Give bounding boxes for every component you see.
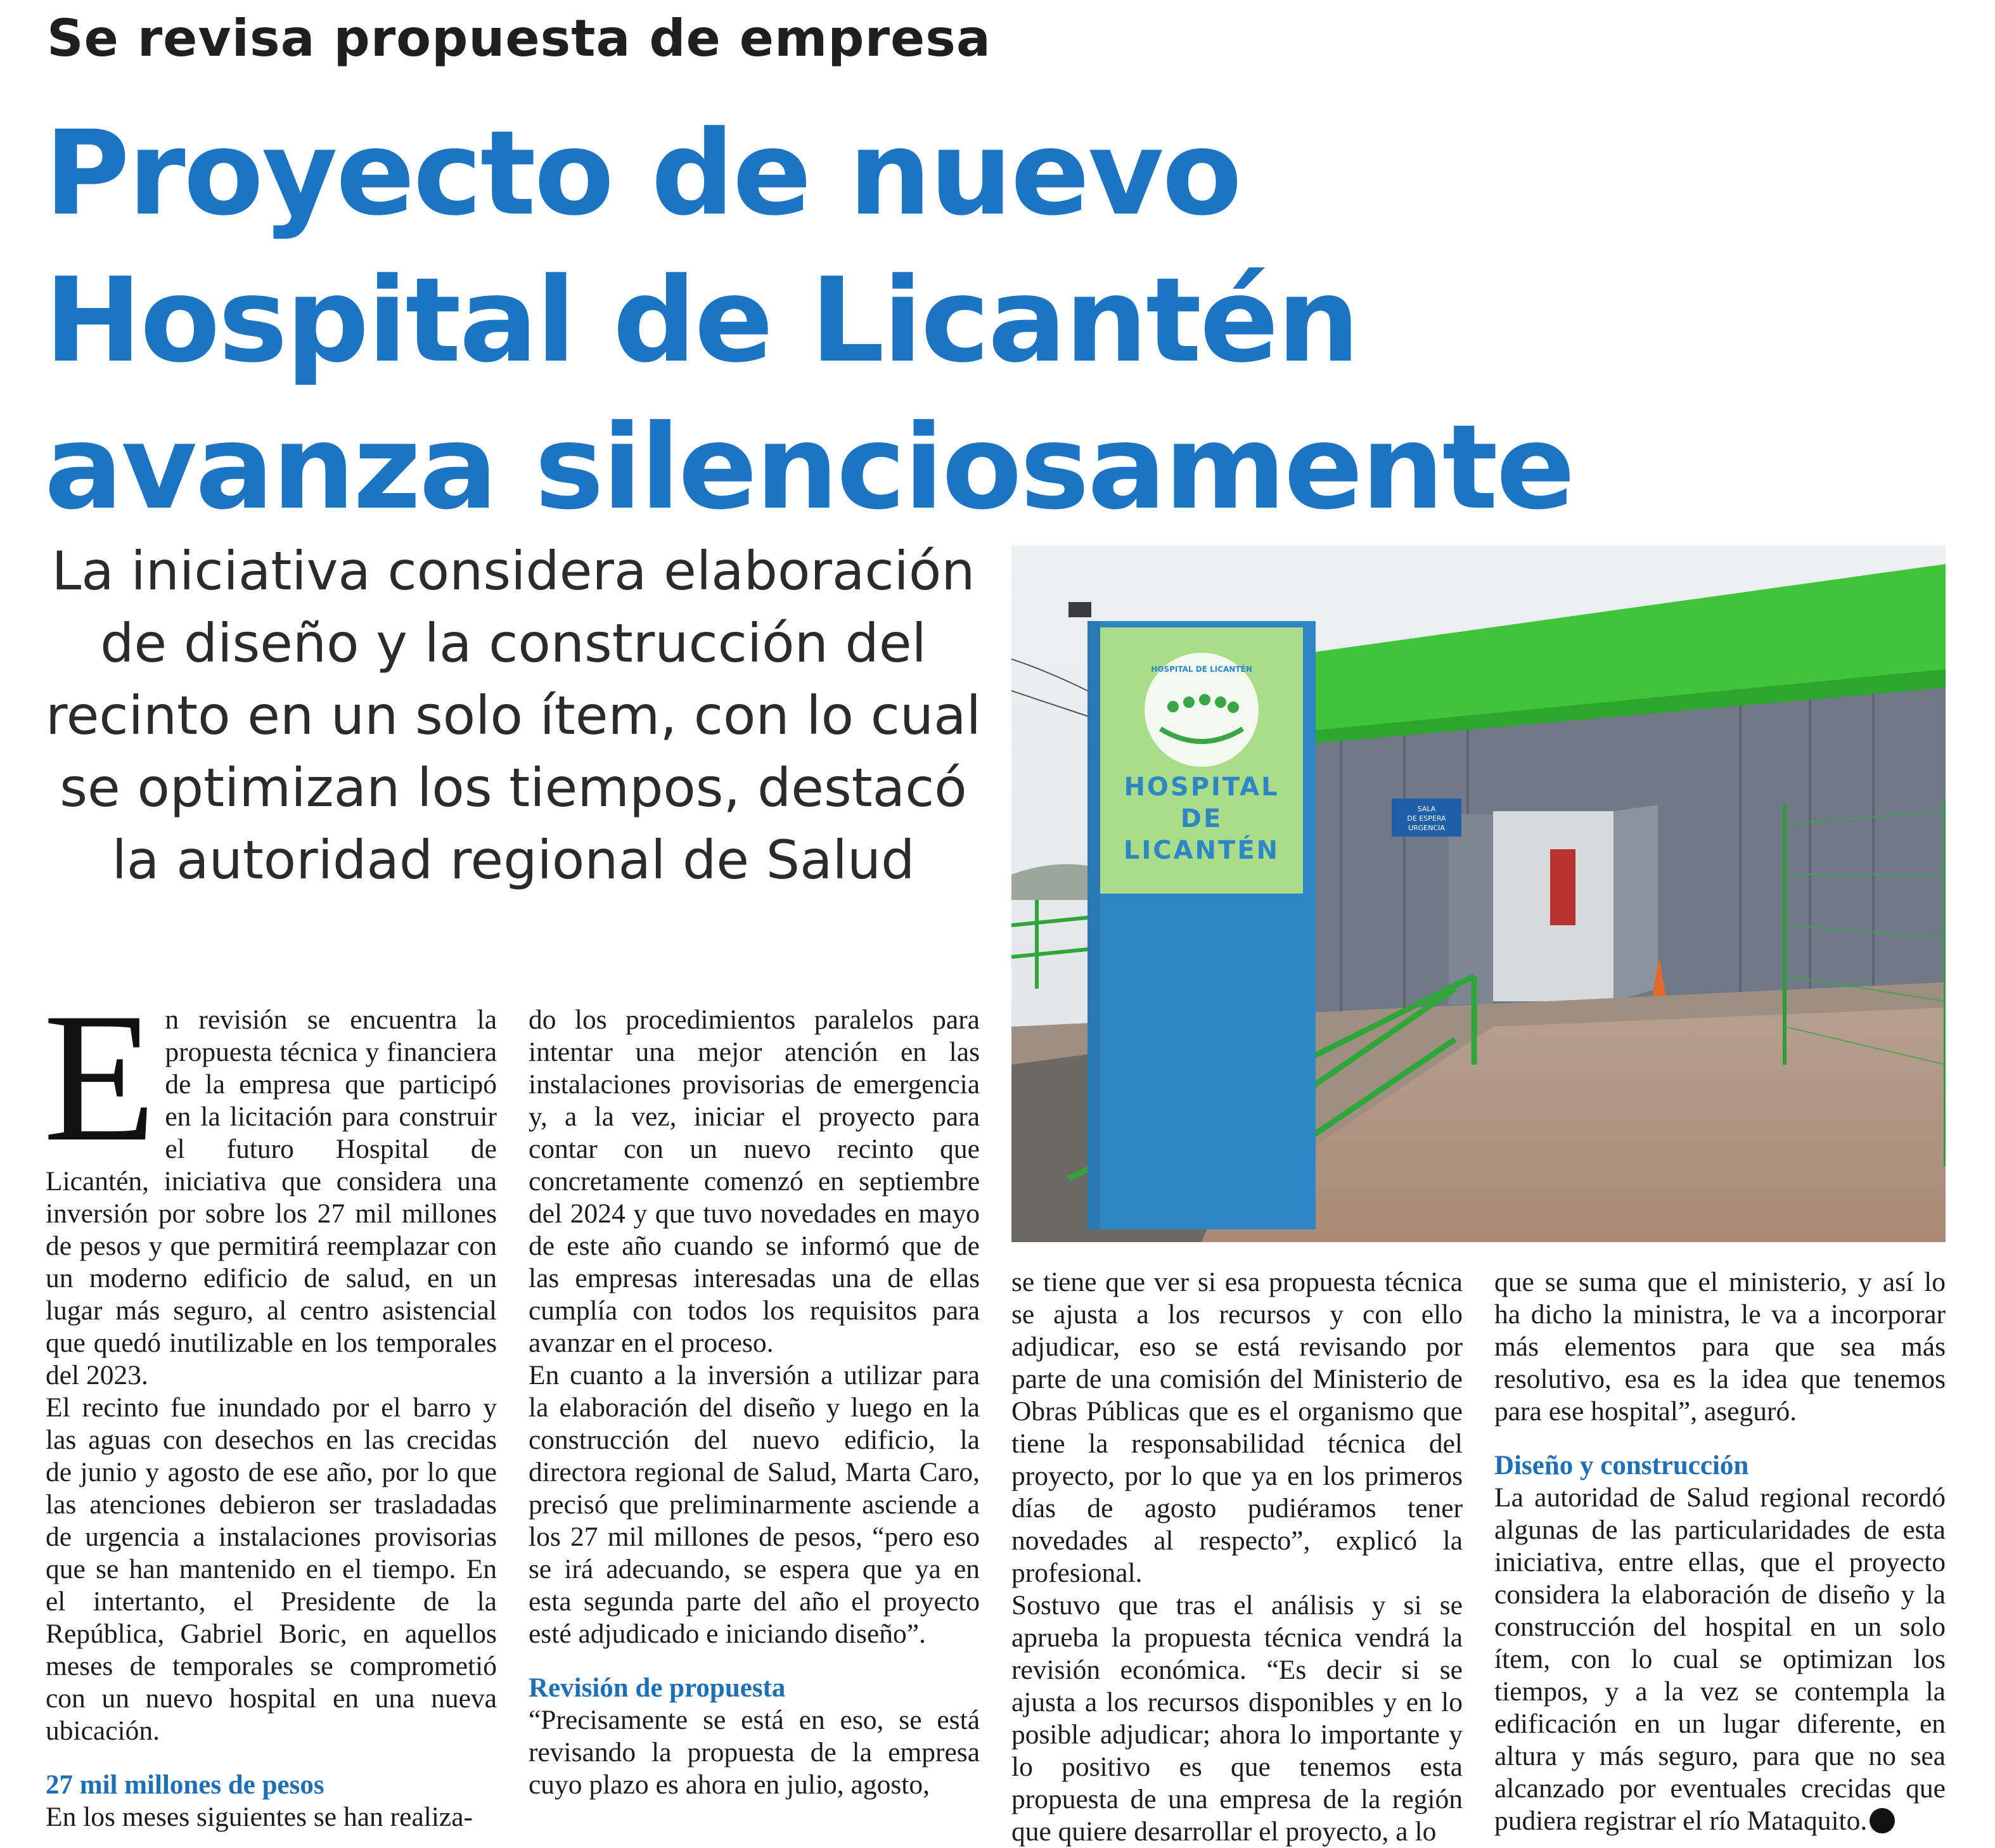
headline-line-2: Hospital de Licantén (44, 253, 1358, 388)
door-sign-line-1: SALA (1417, 805, 1436, 813)
deck (25, 535, 1001, 896)
door-sign-line-2: DE ESPERA (1407, 814, 1446, 823)
col2-paragraph-1: do los procedimientos paralelos para intentar una mejor atención en las instalaciones provisorias de emergencia y, a la vez, iniciar el proyecto para contar con un nuevo recinto que concretamente comenzó en septiembre del 2024 y que tuvo novedades en mayo de este año cuando se informó que de las empresas interesadas una de ellas cumplía con todos los requisitos para avanzar en el proceso. (529, 1004, 980, 1358)
deck-line-4: se optimizan los tiempos, destacó (60, 757, 967, 819)
deck-line-1: La iniciativa considera elaboración (51, 540, 975, 602)
end-mark-icon (1870, 1808, 1895, 1833)
deck-line-2: de diseño y la construcción del (100, 612, 927, 674)
col4-paragraph-2 (1494, 1482, 1946, 1837)
article-column-2 (529, 1004, 980, 1801)
col1-paragraph-1: n revisión se encuentra la propuesta técnica y financiera de la empresa que participó en la licitación para construir el futuro Hospital de Licantén, iniciativa que considera una inversión por sobre los 27 mil millones de pesos y que permitirá reemplazar con un moderno edificio de salud, en un lugar más seguro, al centro asistencial que quedó inutilizable en los temporales del 2023. (46, 1004, 497, 1390)
hospital-photo (1011, 545, 1946, 1242)
deck-line-3: recinto en un solo ítem, con lo cual (46, 684, 981, 747)
subheading-diseno: Diseño y construcción (1494, 1451, 1749, 1480)
headline-line-1: Proyecto de nuevo (44, 106, 1240, 241)
headline-line-3: avanza silenciosamente (44, 400, 1574, 536)
sign-line-1: HOSPITAL (1124, 773, 1280, 802)
col4-paragraph-2-text: La autoridad de Salud regional recordó algunas de las particularidades de esta iniciativa, entre ellas, que el proyecto considera la elaboración de diseño y la construcción del hospital en un solo ítem, con lo cual se optimizan los tiempos, y a la vez se contempla la edificación en un lugar diferente, en altura y más seguro, para que no sea alcanzado por eventuales crecidas que pudiera registrar el río Mataquito. (1494, 1482, 1946, 1836)
article-column-3 (1011, 1266, 1463, 1848)
col1-paragraph-2: El recinto fue inundado por el barro y las aguas con desechos en las crecidas de junio y agosto de ese año, por lo que las atenciones debieron ser trasladadas de urgencia a instalaciones provisorias que se han mantenido en el tiempo. En el intertanto, el Presidente de la República, Gabriel Boric, en aquellos meses de temporales se comprometió con un nuevo hospital en una nueva ubicación. (46, 1392, 497, 1746)
col3-paragraph-1: se tiene que ver si esa propuesta técnica se ajusta a los recursos y con ello adjudicar, eso se está revisando por parte de una comisión del Ministerio de Obras Públicas que es el organismo que tiene la responsabilidad técnica del proyecto, por lo que ya en los primeros días de agosto pudiéramos tener novedades al respecto”, explicó la profesional. (1011, 1267, 1463, 1588)
col2-paragraph-2: En cuanto a la inversión a utilizar para la elaboración del diseño y luego en la construcción del nuevo edificio, la directora regional de Salud, Marta Caro, precisó que preliminarmente asciende a los 27 mil millones de pesos, “pero eso se irá adecuando, se espera que ya en esta segunda parte del año el proyecto esté adjudicado e iniciando diseño”. (529, 1360, 980, 1649)
article-column-1 (43, 975, 497, 1833)
drop-cap: E (43, 975, 157, 1180)
subheading-27-mil: 27 mil millones de pesos (46, 1770, 324, 1800)
sign-line-3: LICANTÉN (1123, 836, 1280, 865)
kicker: Se revisa propuesta de empresa (47, 9, 991, 68)
door-sign-line-3: URGENCIA (1408, 824, 1445, 832)
col4-paragraph-1: que se suma que el ministerio, y así lo ha dicho la ministra, le va a incorporar más elementos para que sea más resolutivo, esa es la idea que tenemos para ese hospital”, aseguró. (1494, 1267, 1946, 1427)
article-column-4 (1494, 1266, 1946, 1837)
logo-text: HOSPITAL DE LICANTÉN (1151, 665, 1252, 674)
subheading-revision: Revisión de propuesta (529, 1673, 786, 1703)
col2-paragraph-3: “Precisamente se está en eso, se está revisando la propuesta de la empresa cuyo plazo es ahora en julio, agosto, (529, 1705, 980, 1800)
deck-line-5: la autoridad regional de Salud (112, 829, 915, 891)
col3-paragraph-2: Sostuvo que tras el análisis y si se aprueba la propuesta técnica vendrá la revisión económica. “Es decir si se ajusta a los recursos disponibles y en lo posible adjudicar; ahora lo importante y lo positivo es que tenemos esta propuesta de una empresa de la región que quiere desarrollar el proyecto, a lo (1011, 1590, 1463, 1847)
sign-line-2: DE (1180, 804, 1223, 833)
col1-paragraph-3: En los meses siguientes se han realiza- (46, 1802, 473, 1832)
headline (44, 100, 1692, 541)
